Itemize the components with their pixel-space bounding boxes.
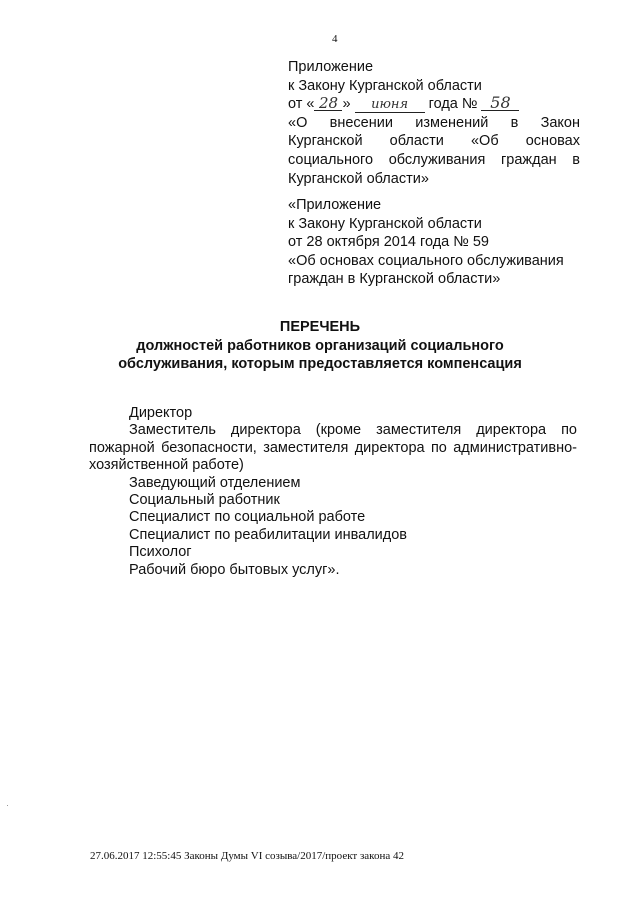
list-item-rehab-specialist: Специалист по реабилитации инвалидов xyxy=(129,526,408,543)
quoted-line-2: к Закону Курганской области xyxy=(288,215,482,232)
document-footer: 27.06.2017 12:55:45 Законы Думы VI созыва/2017/проект закона 42 xyxy=(90,850,404,862)
list-item-social-worker: Социальный работник xyxy=(129,492,280,509)
quoted-line-1: «Приложение xyxy=(288,197,382,213)
amend-line-4: Курганской области» xyxy=(288,170,429,187)
positions-list xyxy=(89,405,577,579)
amend-line-1: «О внесении изменений в Закон xyxy=(288,114,580,131)
list-item-social-work-specialist: Специалист по социальной работе xyxy=(129,509,366,526)
document-title xyxy=(100,318,540,374)
handwritten-month: июня xyxy=(355,98,425,113)
appendix-header xyxy=(288,58,580,188)
list-item-department-head: Заведующий отделением xyxy=(129,474,301,491)
handwritten-law-number: 58 xyxy=(481,96,519,111)
quoted-line-3: от 28 октября 2014 года № 59 xyxy=(288,234,489,251)
date-prefix: от « xyxy=(288,96,315,113)
appendix-law-ref: к Закону Курганской области xyxy=(288,77,482,94)
amend-line-2: Курганской области «Об основах xyxy=(288,133,580,150)
title-line-1: должностей работников организаций социального xyxy=(136,337,504,354)
quoted-appendix-header xyxy=(288,196,580,289)
scan-speck xyxy=(7,805,8,806)
date-middle: » xyxy=(342,96,351,113)
page-number: 4 xyxy=(332,33,338,45)
list-item-psychologist: Психолог xyxy=(129,544,192,561)
date-suffix: года № xyxy=(428,96,478,113)
appendix-label: Приложение xyxy=(288,59,374,75)
amend-line-3: социального обслуживания граждан в xyxy=(288,151,580,168)
quoted-line-4: «Об основах социального обслуживания xyxy=(288,252,564,269)
title-line-2: обслуживания, которым предоставляется компенсация xyxy=(118,356,522,372)
list-item-service-worker: Рабочий бюро бытовых услуг». xyxy=(129,561,340,578)
list-item-deputy-director: Заместитель директора (кроме заместителя директора по пожарной безопасности, заместителя директора по административно-хозяйственной работе) xyxy=(89,422,577,474)
title-heading: ПЕРЕЧЕНЬ xyxy=(279,319,361,335)
handwritten-day: 28 xyxy=(314,96,342,111)
appendix-date-line xyxy=(288,95,580,114)
quoted-line-5: граждан в Курганской области» xyxy=(288,271,501,288)
list-item-director: Директор xyxy=(129,405,193,421)
